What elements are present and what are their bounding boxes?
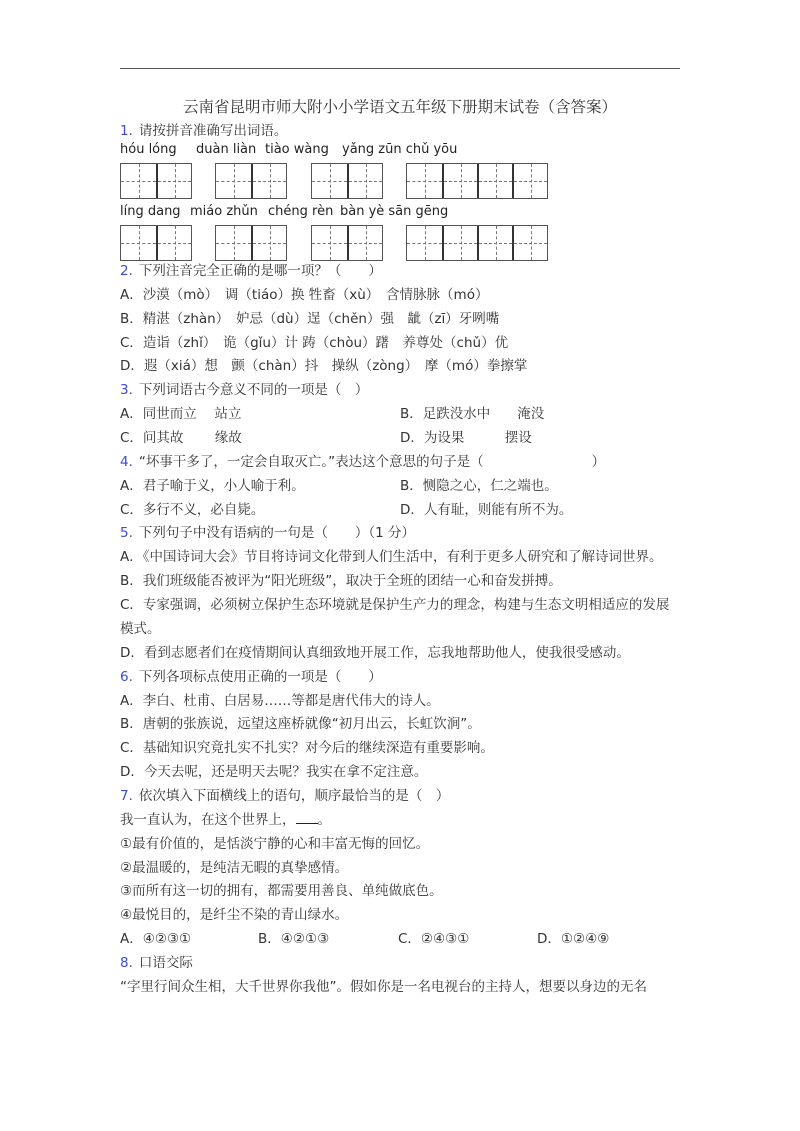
option: B．我们班级能否被评为“阳光班级”，取决于全班的团结一心和奋发拼搏。 (120, 573, 562, 590)
option: A．君子喻于义，小人喻于利。 (120, 477, 305, 494)
option: B．精湛（zhàn） 妒忌（dù）逞（chěn）强 龇（zī）牙咧嘴 (120, 310, 500, 327)
page-title: 云南省昆明市师大附小小学语文五年级下册期末试卷（含答案） (182, 98, 617, 116)
option: A．李白、杜甫、白居易……等都是唐代伟大的诗人。 (120, 692, 440, 709)
question-text: 下列句子中没有语病的一句是（ ）（1 分） (138, 525, 416, 542)
question-4 (120, 451, 680, 475)
question-body: “字里行间众生相，大千世界你我他”。假如你是一名电视台的主持人，想要以身边的无名 (120, 978, 647, 995)
pinyin: chéng rèn (268, 204, 334, 219)
question-text: 口语交际 (138, 955, 193, 971)
question-6 (120, 666, 680, 690)
option: D．①②④⑨ (537, 931, 610, 948)
option: A．同世而立 站立 (120, 406, 242, 423)
option: C．造诣（zhǐ） 诡（gǐu）计 踌（chòu）躇 养尊处（chǔ）优 (120, 334, 509, 351)
option: C．专家强调，必须树立保护生态环境就是保护生产力的理念，构建与生态文明相适应的发展模式。 (120, 597, 670, 637)
question-text: 下列词语古今意义不同的一项是（ ） (138, 382, 369, 399)
question-text: 下列注音完全正确的是哪一项？（ ） (138, 263, 382, 279)
option: C．基础知识究竟扎实不扎实？对今后的继续深造有重要影响。 (120, 740, 494, 757)
pinyin: tiào wàng (265, 142, 329, 157)
option: D．人有耻，则能有所不为。 (400, 501, 573, 518)
option: C．②④③① (398, 931, 470, 948)
option: C．多行不义，必自毙。 (120, 501, 265, 518)
pinyin: duàn liàn (196, 142, 257, 157)
option: D．为设果 摆设 (400, 430, 532, 447)
option: A．④②③① (120, 931, 192, 948)
option: D．遐（xiá）想 颤（chàn）抖 操纵（zòng） 摩（mó）拳擦掌 (120, 358, 528, 375)
option: D．看到志愿者们在疫情期间认真细致地开展工作，忘我地帮助他人，使我很受感动。 (120, 644, 630, 661)
writing-grid[interactable] (120, 163, 192, 199)
question-number: 6. (120, 668, 133, 685)
pinyin: yǎng zūn chǔ yōu (342, 142, 458, 157)
pinyin: miáo zhǔn (190, 204, 258, 219)
option: B．恻隐之心，仁之端也。 (400, 477, 558, 494)
question-1 (120, 119, 287, 139)
fill-blank[interactable] (296, 809, 318, 824)
question-7 (120, 785, 680, 809)
option: A．沙漠（mò） 调（tiáo）换 牲畜（xù） 含情脉脉（mó） (120, 286, 489, 303)
question-8 (120, 952, 680, 976)
question-number: 8. (120, 955, 133, 971)
question-3 (120, 379, 680, 403)
option: B．足跌没水中 淹没 (400, 406, 545, 423)
writing-grid[interactable] (311, 163, 383, 199)
question-text: 依次填入下面横线上的语句，顺序最恰当的是（ ） (138, 787, 450, 804)
pinyin: hóu lóng (120, 142, 177, 157)
option: B．唐朝的张族说，远望这座桥就像“初月出云，长虹饮涧”。 (120, 716, 481, 733)
question-number: 5. (120, 525, 133, 542)
question-number: 3. (120, 382, 133, 399)
question-text: “坏事干多了，一定会自取灭亡。”表达这个意思的句子是（ ） (138, 453, 606, 470)
sentence-item: ③而所有这一切的拥有，都需要用善良、单纯做底色。 (120, 883, 443, 900)
writing-grid[interactable] (406, 225, 548, 261)
question-text: 请按拼音准确写出词语。 (138, 123, 288, 139)
sentence-item: ②最温暖的，是纯洁无暇的真挚感情。 (120, 859, 349, 876)
question-text: 下列各项标点使用正确的一项是（ ） (138, 668, 382, 685)
writing-grid[interactable] (311, 225, 383, 261)
stem-end: 。 (317, 811, 331, 828)
questions (120, 260, 680, 1000)
question-2 (120, 260, 680, 284)
writing-grid[interactable] (406, 163, 548, 199)
option: D．今天去呢，还是明天去呢？我实在拿不定注意。 (120, 764, 428, 781)
option: B．④②①③ (258, 931, 330, 948)
question-5 (120, 522, 680, 546)
sentence-item: ①最有价值的，是恬淡宁静的心和丰富无悔的回忆。 (120, 835, 430, 852)
writing-grid[interactable] (215, 163, 287, 199)
stem-text: 我一直认为，在这个世界上， (120, 811, 296, 828)
sentence-item: ④最悦目的，是纤尘不染的青山绿水。 (120, 907, 349, 924)
question-number: 1. (120, 123, 133, 139)
writing-grid[interactable] (215, 225, 287, 261)
option: A．《中国诗词大会》节目将诗词文化带到人们生活中，有利于更多人研究和了解诗词世界。 (120, 549, 663, 566)
pinyin: líng dang (120, 204, 181, 219)
question-number: 4. (120, 453, 133, 470)
question-number: 2. (120, 263, 133, 279)
pinyin: bàn yè sān gēng (340, 204, 449, 219)
question-number: 7. (120, 787, 133, 804)
header-rule (120, 68, 680, 69)
option: C．问其故 缘故 (120, 430, 242, 447)
writing-grid[interactable] (120, 225, 192, 261)
